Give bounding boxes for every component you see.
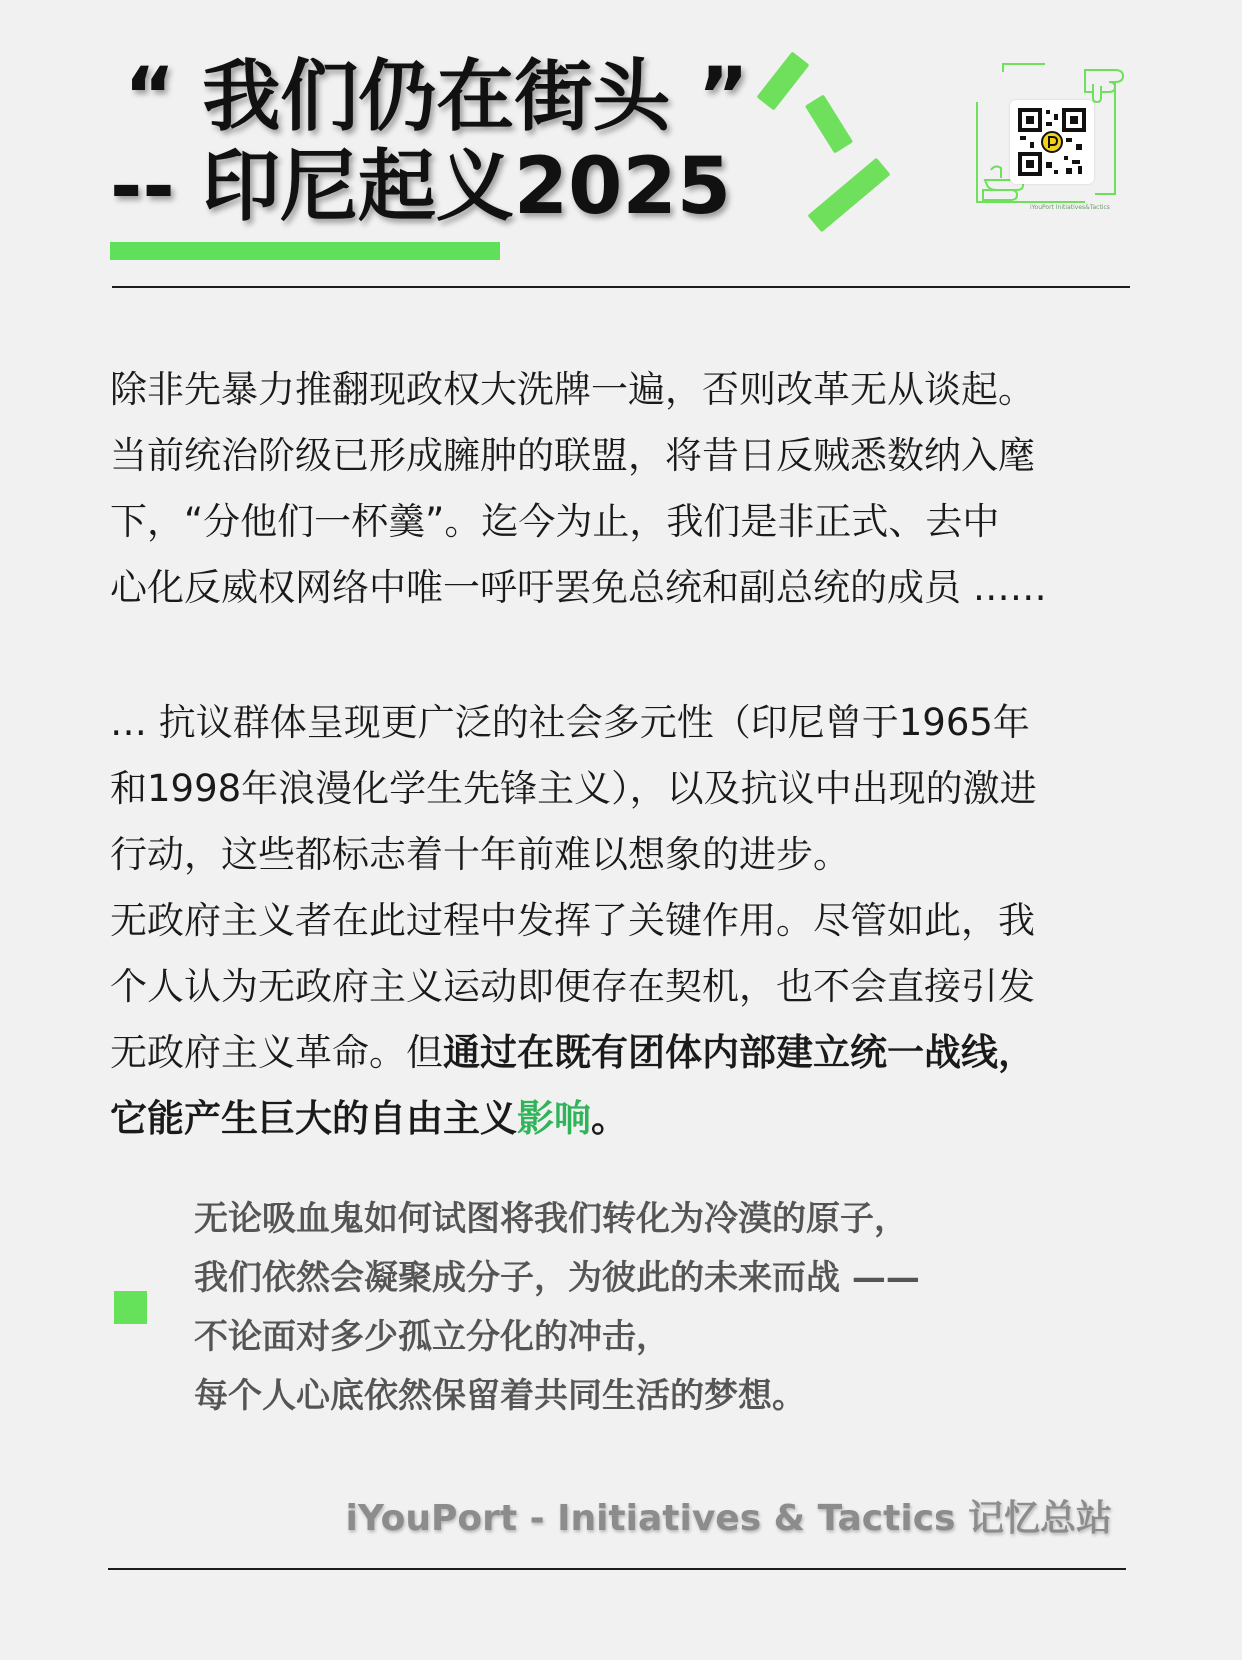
paragraph-line: 和1998年浪漫化学生先锋主义），以及抗议中出现的激进 bbox=[110, 767, 1037, 810]
title-line-1: “ 我们仍在街头 ” bbox=[124, 52, 749, 142]
bold-text: 。 bbox=[591, 1097, 628, 1140]
paragraph-line: 当前统治阶级已形成臃肿的联盟，将昔日反贼悉数纳入麾 bbox=[110, 434, 1035, 477]
highlight-text: 影响 bbox=[517, 1097, 591, 1140]
paragraph-line: 除非先暴力推翻现政权大洗牌一遍，否则改革无从谈起。 bbox=[110, 368, 1035, 411]
pointing-hand-top-icon bbox=[1085, 70, 1123, 102]
paragraph-line bbox=[110, 1020, 1140, 1086]
header bbox=[0, 0, 1242, 300]
paragraph-2 bbox=[110, 690, 1140, 1152]
decor-slash-1 bbox=[756, 51, 809, 110]
plain-text: 无政府主义革命。但 bbox=[110, 1031, 443, 1074]
quote-line: 每个人心底依然保留着共同生活的梦想。 bbox=[194, 1376, 806, 1416]
paragraph-line bbox=[110, 1086, 1140, 1152]
decor-slash-2 bbox=[805, 94, 853, 153]
qr-caption: iYouPort Initiatives&Tactics bbox=[1030, 204, 1110, 211]
top-divider bbox=[112, 286, 1130, 288]
qr-code-icon bbox=[1010, 100, 1094, 184]
paragraph-line: 个人认为无政府主义运动即便存在契机，也不会直接引发 bbox=[110, 965, 1035, 1008]
pull-quote bbox=[194, 1190, 994, 1426]
quote-line: 我们依然会凝聚成分子，为彼此的未来而战 —— bbox=[194, 1258, 920, 1298]
quote-line: 无论吸血鬼如何试图将我们转化为冷漠的原子， bbox=[194, 1199, 908, 1239]
paragraph-line: 行动，这些都标志着十年前难以想象的进步。 bbox=[110, 833, 850, 876]
bold-text: 它能产生巨大的自由主义 bbox=[110, 1097, 517, 1140]
paragraph-line: 无政府主义者在此过程中发挥了关键作用。尽管如此，我 bbox=[110, 899, 1035, 942]
quote-marker bbox=[114, 1291, 147, 1324]
qr-block bbox=[975, 62, 1135, 212]
paragraph-line: 下，“分他们一杯羹”。迄今为止，我们是非正式、去中 bbox=[110, 500, 1000, 543]
paragraph-line: … 抗议群体呈现更广泛的社会多元性（印尼曾于1965年 bbox=[110, 701, 1030, 744]
paragraph-1 bbox=[110, 357, 1140, 621]
title-line-2: -- 印尼起义2025 bbox=[110, 142, 731, 232]
decor-slash-3 bbox=[807, 158, 890, 233]
paragraph-line: 心化反威权网络中唯一呼吁罢免总统和副总统的成员 …… bbox=[110, 566, 1047, 609]
footer-signature: iYouPort - Initiatives & Tactics 记忆总站 bbox=[345, 1498, 1112, 1539]
bottom-divider bbox=[108, 1568, 1126, 1570]
title-underline bbox=[110, 242, 500, 260]
quote-line: 不论面对多少孤立分化的冲击， bbox=[194, 1317, 670, 1357]
bold-text: 通过在既有团体内部建立统一战线， bbox=[443, 1031, 1035, 1074]
qr-code bbox=[1010, 100, 1094, 184]
